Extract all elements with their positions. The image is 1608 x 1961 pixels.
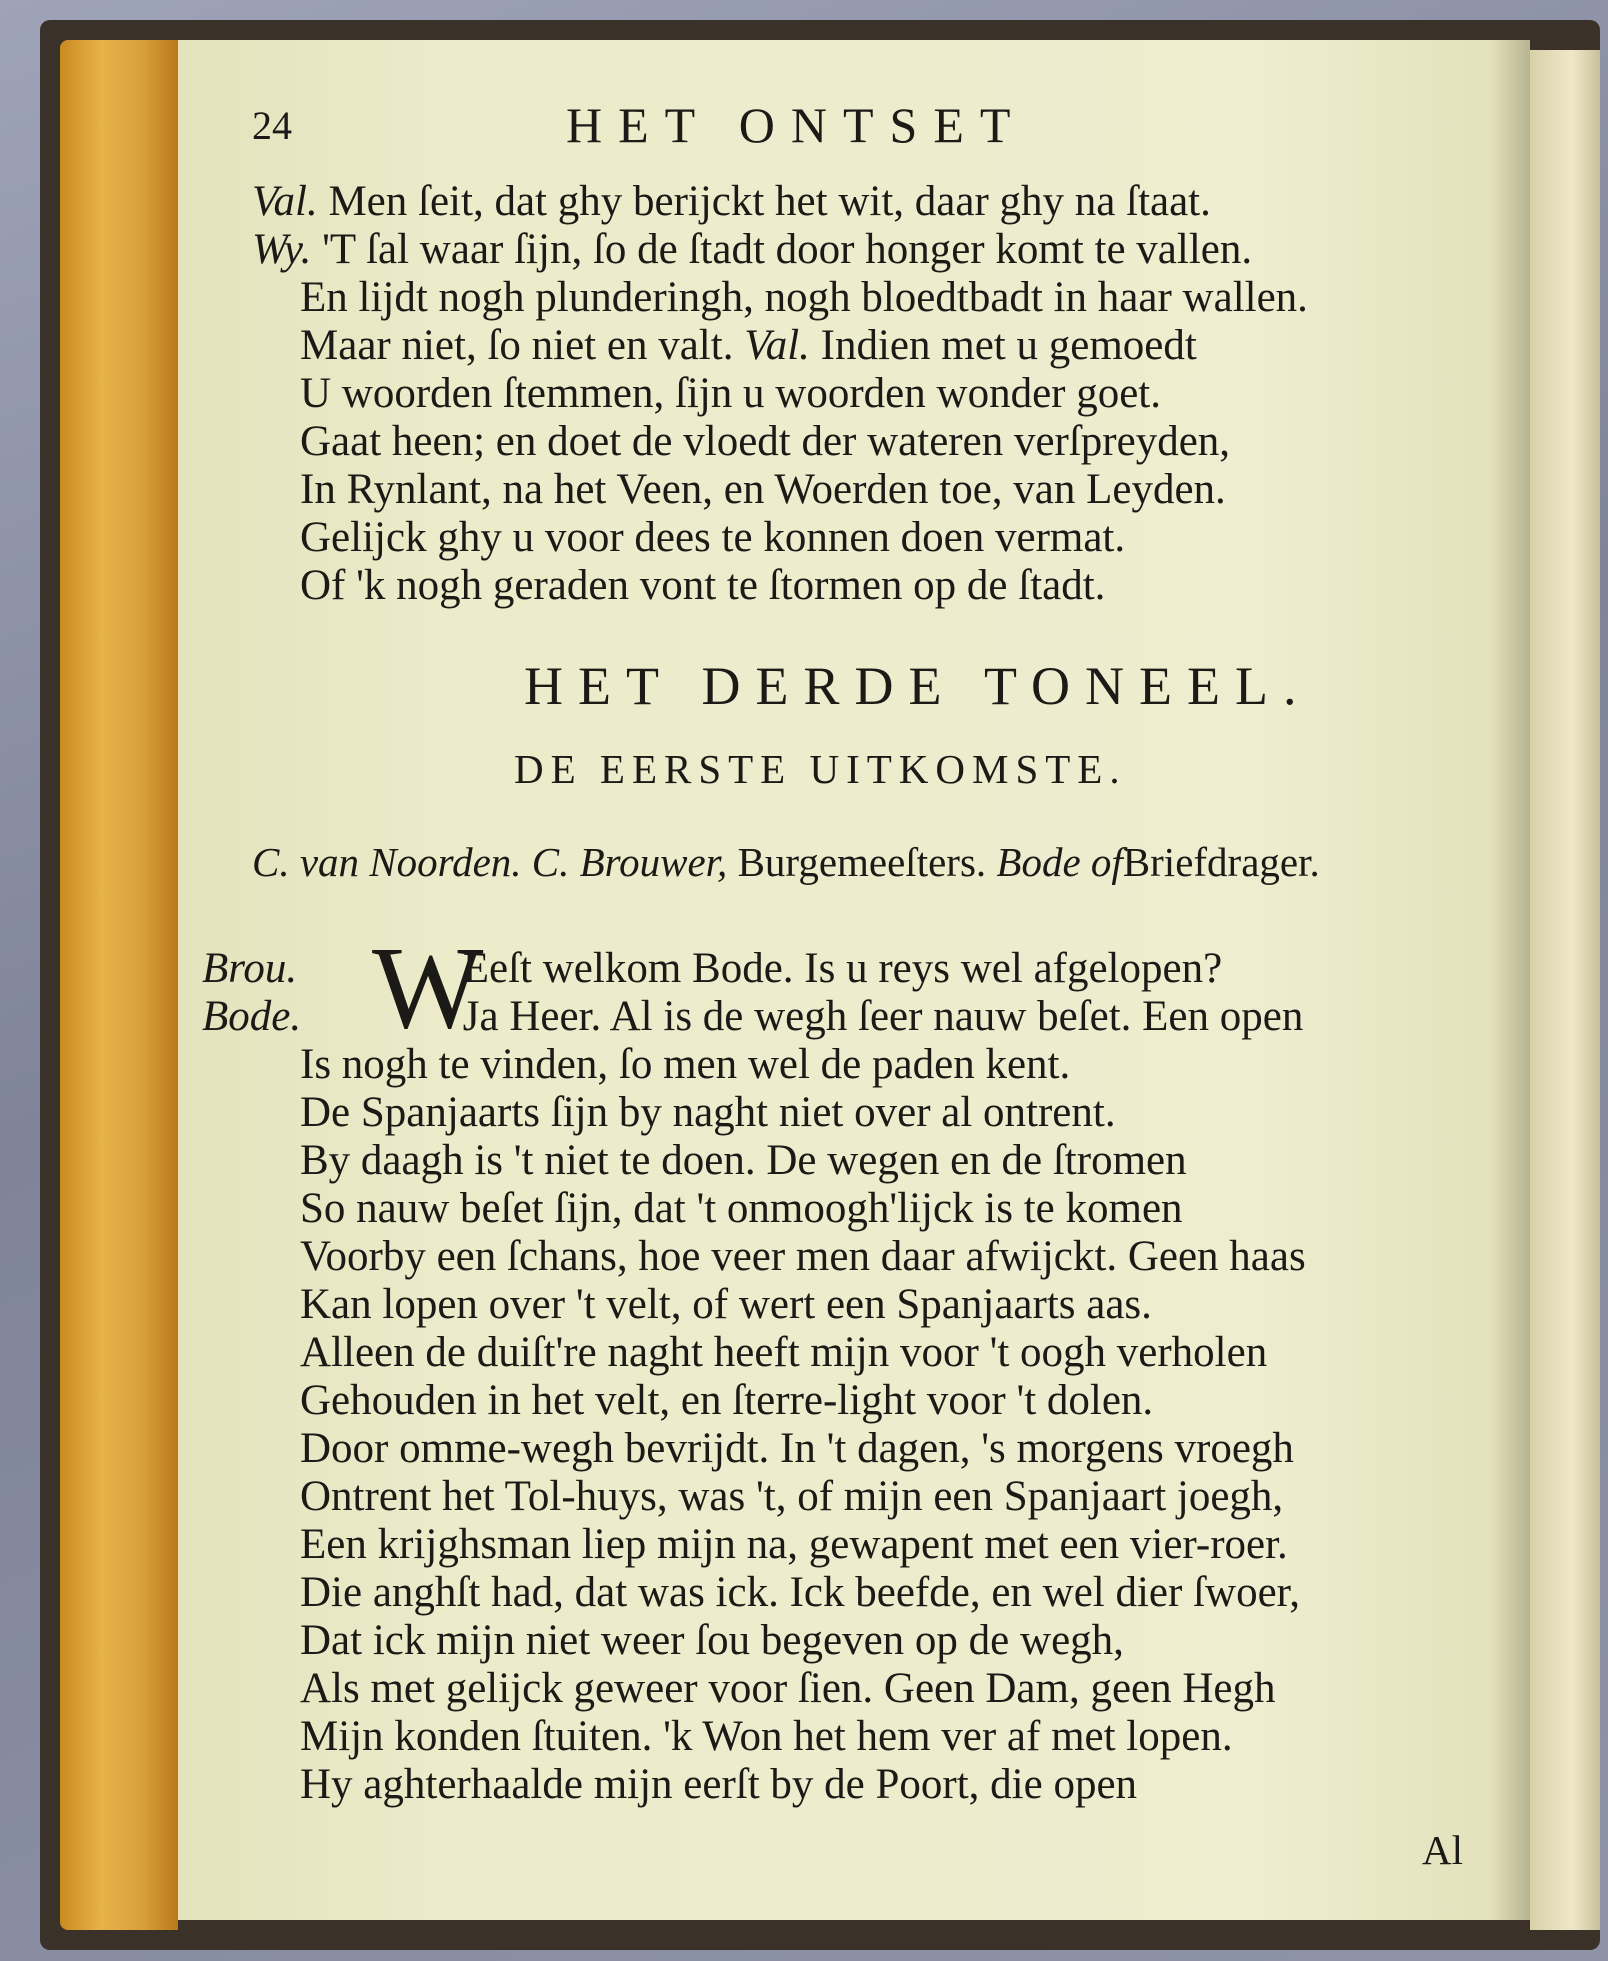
verse-text: So nauw beſet ſijn, dat 't onmoogh'lijck is te komen xyxy=(300,1185,1183,1232)
verse-line xyxy=(300,1713,1233,1761)
verse-line xyxy=(300,322,1197,370)
cast-role: Burgemeeſters. xyxy=(737,839,987,885)
scene-title: HET DERDE TONEEL. xyxy=(524,656,1312,716)
running-head: HET ONTSET xyxy=(566,97,1027,153)
verse-text: Mijn konden ſtuiten. 'k Won het hem ver af met lopen. xyxy=(300,1713,1233,1760)
verse-text: De Spanjaarts ſijn by naght niet over al ontrent. xyxy=(300,1089,1116,1136)
verse-line xyxy=(300,1089,1116,1137)
cast-list xyxy=(252,838,1320,886)
verse-text: 'T ſal waar ſijn, ſo de ſtadt door honger komt te vallen. xyxy=(322,226,1253,273)
catchword: Al xyxy=(1422,1827,1463,1873)
speaker-label: Wy. xyxy=(252,226,312,273)
verse-line xyxy=(300,1185,1183,1233)
verse-text: Gaat heen; en doet de vloedt der wateren verſpreyden, xyxy=(300,418,1231,465)
verse-line xyxy=(252,178,1211,226)
verse-text: U woorden ſtemmen, ſijn u woorden wonder goet. xyxy=(300,370,1162,417)
verse-line xyxy=(300,1281,1152,1329)
verse-line xyxy=(300,1377,1153,1425)
verse-text: Gehouden in het velt, en ſterre-light voor 't dolen. xyxy=(300,1377,1154,1424)
verse-text: Door omme-wegh bevrijdt. In 't dagen, 's morgens vroegh xyxy=(300,1425,1294,1472)
verse-text: Die anghſt had, dat was ick. Ick beefde, en wel dier ſwoer, xyxy=(300,1569,1301,1616)
verse-line xyxy=(300,562,1105,610)
verse-line xyxy=(202,993,1303,1041)
verse-text: Eeſt welkom Bode. Is u reys wel afgelopen? xyxy=(462,945,1223,992)
verse-line xyxy=(300,418,1230,466)
verse-line xyxy=(300,1617,1124,1665)
verse-line xyxy=(300,1761,1137,1809)
verse-text: Gelijck ghy u voor dees te konnen doen vermat. xyxy=(300,514,1126,561)
verse-text: Is nogh te vinden, ſo men wel de paden kent. xyxy=(300,1041,1071,1088)
verse-text: Of 'k nogh geraden vont te ſtormen op de ſtadt. xyxy=(300,562,1106,609)
verse-line xyxy=(300,1665,1276,1713)
cast-role: Briefdrager. xyxy=(1122,839,1320,885)
verse-text: By daagh is 't niet te doen. De wegen en de ſtromen xyxy=(300,1137,1187,1184)
verse-line xyxy=(300,514,1125,562)
speaker-label: Val. xyxy=(252,178,318,225)
verse-line xyxy=(300,1521,1288,1569)
page-gutter xyxy=(1490,40,1530,1920)
verse-text: Ontrent het Tol-huys, was 't, of mijn een Spanjaart joegh, xyxy=(300,1473,1284,1520)
verse-text: Maar niet, ſo niet en valt. xyxy=(300,322,734,369)
book-page xyxy=(178,40,1530,1920)
page-number: 24 xyxy=(252,103,292,148)
verse-text: Men ſeit, dat ghy berijckt het wit, daar ghy na ſtaat. xyxy=(328,178,1211,225)
scene-subtitle: DE EERSTE UITKOMSTE. xyxy=(514,746,1127,792)
verse-line xyxy=(202,945,1222,993)
verse-line xyxy=(300,1569,1300,1617)
cast-names: C. van Noorden. C. Brouwer, xyxy=(252,839,728,885)
speaker-label: Val. xyxy=(744,322,810,369)
verse-line xyxy=(300,1473,1283,1521)
facing-page-edge xyxy=(1530,50,1600,1930)
verse-text: En lijdt nogh plunderingh, nogh bloedtbadt in haar wallen. xyxy=(300,274,1308,321)
verse-text: In Rynlant, na het Veen, en Woerden toe, van Leyden. xyxy=(300,466,1226,513)
page-edge xyxy=(60,40,178,1930)
verse-text: Hy aghterhaalde mijn eerſt by de Poort, die open xyxy=(300,1761,1138,1808)
verse-line xyxy=(300,370,1161,418)
verse-text: Een krijghsman liep mijn na, gewapent met een vier-roer. xyxy=(300,1521,1288,1568)
verse-line xyxy=(252,226,1252,274)
verse-line xyxy=(300,274,1308,322)
verse-text: Als met gelijck geweer voor ſien. Geen Dam, geen Hegh xyxy=(300,1665,1276,1712)
verse-text: Indien met u gemoedt xyxy=(820,322,1197,369)
verse-line xyxy=(300,1329,1267,1377)
verse-line xyxy=(300,1233,1306,1281)
verse-line xyxy=(300,1137,1187,1185)
verse-line xyxy=(300,1041,1070,1089)
speaker-label: Brou. xyxy=(202,945,298,992)
verse-line xyxy=(300,1425,1294,1473)
verse-line xyxy=(300,466,1226,514)
verse-text: Ja Heer. Al is de wegh ſeer nauw beſet. Een open xyxy=(462,993,1304,1040)
verse-text: Voorby een ſchans, hoe veer men daar afwijckt. Geen haas xyxy=(300,1233,1306,1280)
verse-text: Alleen de duiſt're naght heeft mijn voor 't oogh verholen xyxy=(300,1329,1268,1376)
cast-names: Bode of xyxy=(996,839,1123,885)
verse-text: Dat ick mijn niet weer ſou begeven op de wegh, xyxy=(300,1617,1124,1664)
speaker-label: Bode. xyxy=(202,993,302,1040)
drop-cap: W xyxy=(372,922,484,1053)
verse-text: Kan lopen over 't velt, of wert een Spanjaarts aas. xyxy=(300,1281,1152,1328)
